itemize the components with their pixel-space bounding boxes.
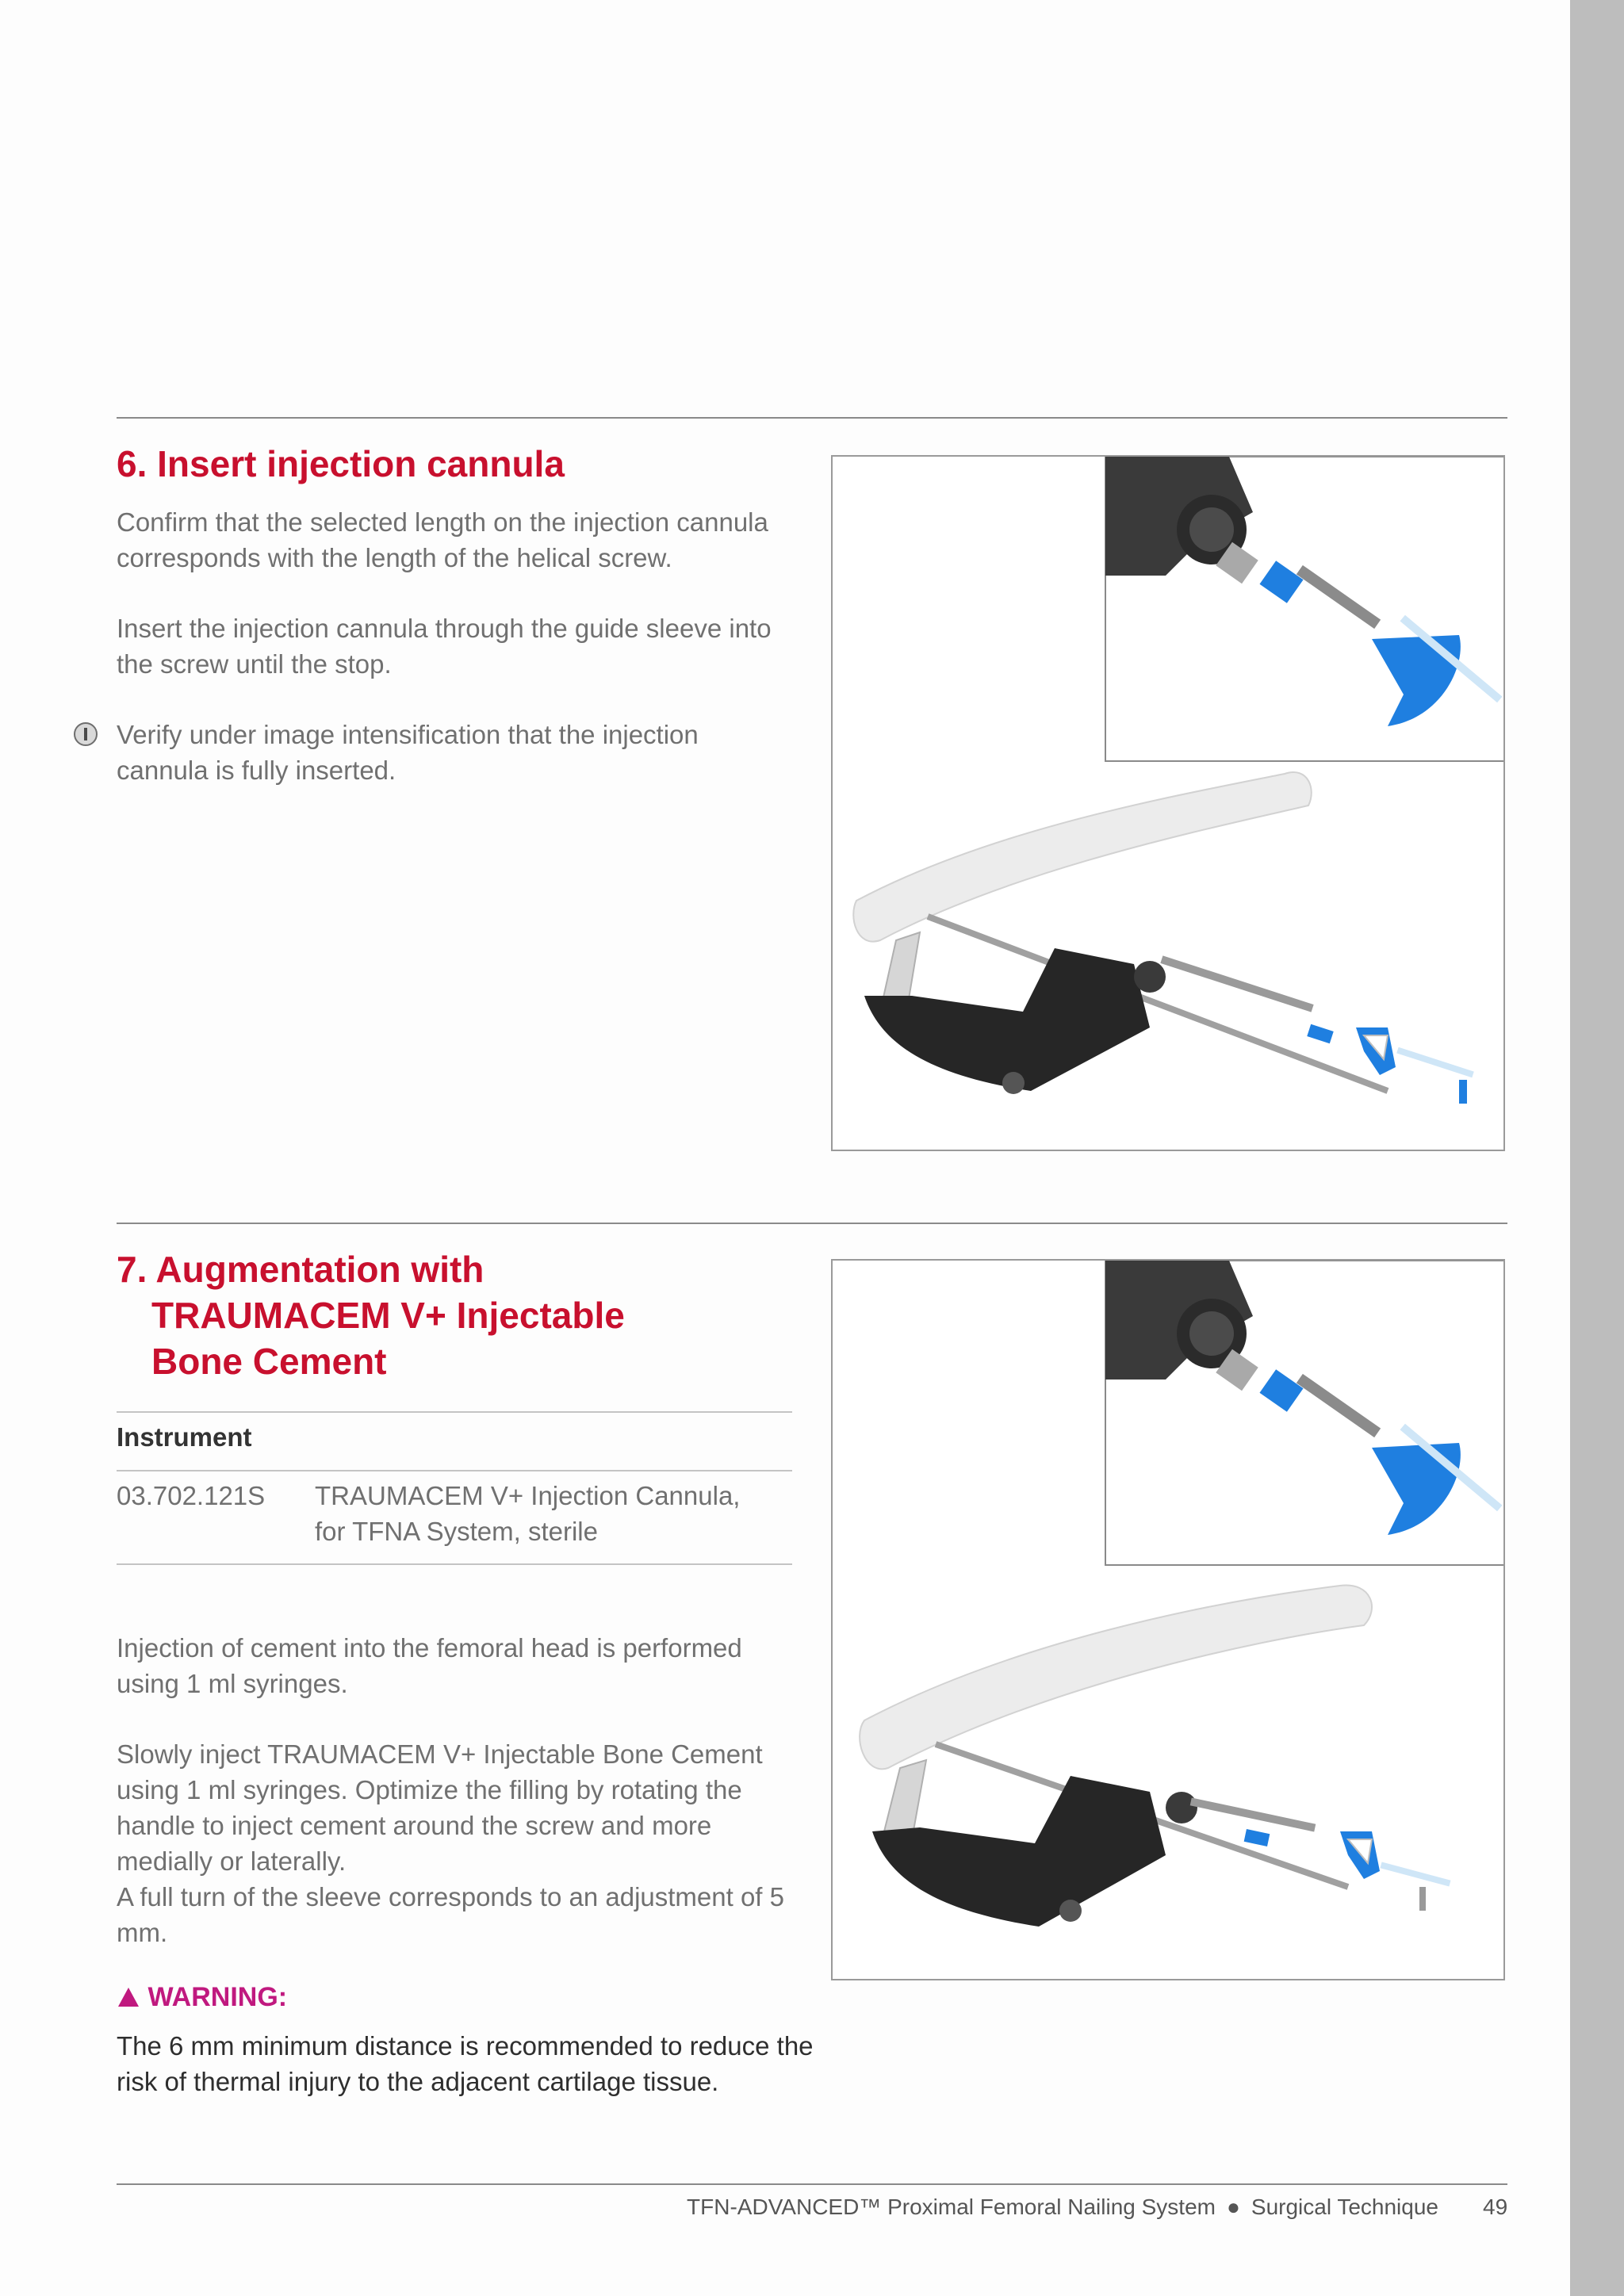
warning-triangle-icon xyxy=(117,1986,140,2008)
instrument-illustration xyxy=(833,457,1505,1151)
section-divider xyxy=(117,1223,1507,1224)
info-circle-icon xyxy=(73,721,98,747)
instrument-table xyxy=(117,1411,792,1567)
page-number: 49 xyxy=(1483,2195,1508,2219)
table-cell-description: TRAUMACEM V+ Injection Cannula, for TFNA System, sterile xyxy=(315,1481,741,1546)
table-cell-code: 03.702.121S xyxy=(117,1481,266,1510)
warning-text: The 6 mm minimum distance is recommended to reduce the risk of thermal injury to the adjacent cartilage tissue. xyxy=(117,2031,814,2096)
section-6-note: Verify under image intensification that the injection cannula is fully inserted. xyxy=(117,720,699,785)
page-edge-bar xyxy=(1570,0,1624,2296)
table-rule xyxy=(117,1411,792,1413)
table-rule xyxy=(117,1563,792,1565)
section-7-heading: 7. Augmentation with TRAUMACEM V+ Injectable Bone Cement xyxy=(117,1249,625,1382)
section-7-paragraph-1: Injection of cement into the femoral head is performed using 1 ml syringes. xyxy=(117,1633,742,1698)
section-divider xyxy=(117,417,1507,419)
section-6-paragraph-1: Confirm that the selected length on the injection cannula corresponds with the length of the helical screw. xyxy=(117,507,768,572)
warning-label: WARNING: xyxy=(117,1982,287,2013)
table-header: Instrument xyxy=(117,1422,252,1452)
figure-augmentation xyxy=(831,1259,1505,1980)
section-7-paragraph-3: A full turn of the sleeve corresponds to an adjustment of 5 mm. xyxy=(117,1882,784,1947)
footer-title: TFN-ADVANCED™ Proximal Femoral Nailing System ● Surgical Technique xyxy=(687,2195,1438,2219)
instrument-illustration xyxy=(833,1261,1505,1980)
footer-bullet: ● xyxy=(1226,2195,1240,2219)
figure-insert-cannula xyxy=(831,455,1505,1151)
section-7-paragraph-2: Slowly inject TRAUMACEM V+ Injectable Bone Cement using 1 ml syringes. Optimize the filling by rotating the handle to inject cement around the screw and more medially or laterally. xyxy=(117,1739,763,1876)
section-6-paragraph-2: Insert the injection cannula through the guide sleeve into the screw until the stop. xyxy=(117,614,772,679)
section-6-heading: 6. Insert injection cannula xyxy=(117,443,565,484)
table-rule xyxy=(117,1470,792,1471)
footer-divider xyxy=(117,2183,1507,2185)
